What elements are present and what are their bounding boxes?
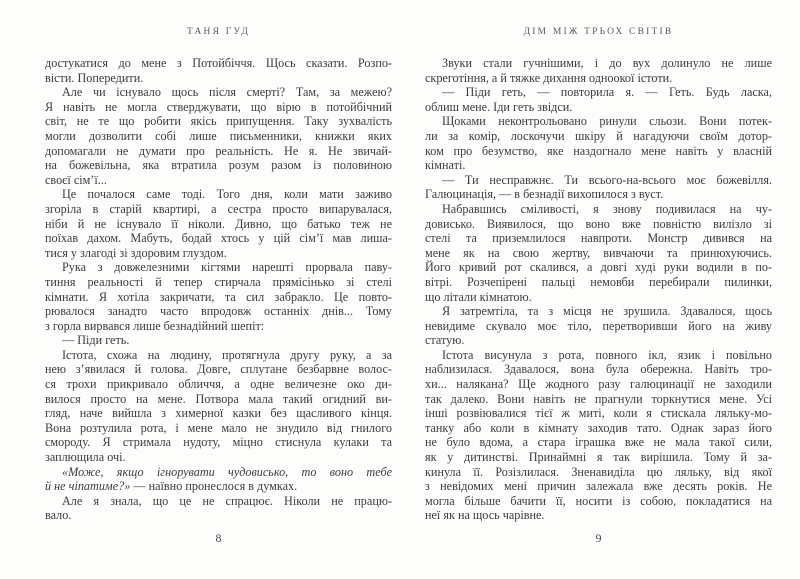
running-header-author: ТАНЯ ГУД [186,27,251,37]
text-line: не було вдома, а стара іграшка вже не мала такої сили, [425,435,772,450]
text-line: вало. [45,508,72,523]
text-line: неї як на щось чарівне. [425,508,545,523]
text-line: хи... налякана? Ще жодного разу галюцинації не заходили [425,377,772,392]
text-line: Звуки стали гучнішими, і до вух долинуло не лише [442,56,772,70]
text-line: Його кривий рот скалився, а довгі худі руки водили в по- [425,260,772,275]
text-line: заплющила очі. [45,450,126,465]
text-line: так далеко. Вони навіть не прагнули торкнутися мене. Усі [425,391,772,406]
text-line: облиш мене. Іди геть звідси. [425,99,573,114]
text-line: невидиме скувало моє тіло, перетворивши його на живу [425,318,772,333]
text-line: згоріла в старій квартирі, а сестра просто випарувалася, [45,201,392,216]
text-line: — Ти несправжнє. Ти всього-на-всього моє божевілля. [442,172,772,187]
text-line: Але чи існувало щось після смерті? Там, за межею? [62,85,392,100]
text-line: Це почалося саме тоді. Того дня, коли мати заживо [62,187,392,202]
text-line: ніби й не існувало її ніколи. Дивно, що батько теж не [45,216,392,231]
text-line: танку або коли в кімнату заходив тато. Однак зараз його [425,420,772,435]
text-line: Але я знала, що це не спрацює. Ніколи не працю- [62,493,392,508]
text-line: — Піди геть. [62,333,130,348]
text-line: рювалося занадто часто впродовж останніх днів... Тому [45,304,392,319]
text-line: стелі та приземлилося навпроти. Монстр дивився на [425,231,772,246]
text-line: Істота, схожа на людину, протягнула другу руку, а за [62,347,392,362]
text-line: ли за комір, лоскочучи шкіру й нагадуючи своїм дотор- [425,128,772,143]
text-line: Рука з довжелезними кігтями нарешті прорвала паву- [62,260,392,275]
text-line: Вона розтулила рота, і мене мало не знудило від гнилого [45,420,392,435]
text-line: довисько. Виявилося, що воно вже повністю вилізло зі [425,216,772,231]
running-header-title: ДІМ МІЖ ТРЬОХ СВІТІВ [523,27,674,37]
text-line: тиння реальності й тепер стирчала прямісінько зі стелі [45,274,392,289]
text-line: допомагали не думати про реальність. Не я. Не звичай- [45,143,392,158]
text-line: нею з’явилася й голова. Довге, сплутане безбарвне волос- [45,362,392,377]
text-line: своєї сім’ї... [45,172,107,187]
text-line: з невідомих мені причин залежала вже десять років. Не [425,479,772,494]
text-line: кинула її. Розізлилася. Зненавиділа цю ляльку, від якої [425,464,772,479]
text-line: світ, не те що робити якісь припущення. Таку зухвалість [45,114,392,129]
text-line: могла більше бачити її, носити із собою, покладатися на [425,493,772,508]
text-line: вітрі. Розчепірені пальці немовби перебирали пилинки, [425,274,772,289]
text-line: вилося просто на мене. Потвора мала такий огидний ви- [45,391,392,406]
text-line: як у дитинстві. Принаймні я так вирішила. Тому й за- [425,450,772,465]
text-line: «Може, якщо ігнорувати чудовисько, то воно тебе [62,464,392,479]
text-line: ся трохи прикривало обличчя, а одне величезне око ди- [45,377,392,392]
text-line: вісти. Попередити. [45,70,144,85]
text-line: з горла вирвався лише безнадійний шепіт: [45,318,265,333]
text-line: й не чіпатиме?» — наївно пронеслося в думках. [45,479,298,494]
page-number-left: 8 [215,531,222,545]
text-line: скреготіння, а й тяжке дихання одноокої істоти. [425,70,673,85]
page-number-right: 9 [595,531,602,545]
text-line: Щоками неконтрольовано ринули сльози. Вони потек- [442,114,772,129]
text-line: кімнаті. [425,158,466,173]
text-line: Я затремтіла, та з місця не зрушила. Здавалося, щось [442,304,772,319]
text-line: інші розвіювалися тієї ж миті, коли я стискала ляльку-мо- [425,406,772,421]
text-line: що літали кімнатою. [425,289,532,304]
page-text-right [425,56,772,523]
book-page-right [400,0,800,579]
text-line: на божевільна, яка втратила розум разом із половиною [45,158,392,173]
text-line: могли дозволити собі лише письменники, книжки яких [45,128,392,143]
page-text-left [45,56,392,523]
text-line: кімнати. Я хотіла закричати, та сил забракло. Це повто- [45,289,392,304]
text-line: Набравшись сміливості, я знову подивилася на чу- [442,201,772,216]
text-line: — Піди геть, — повторила я. — Геть. Будь ласка, [442,85,772,100]
text-line: статую. [425,333,465,348]
text-line: достукатися до мене з Потойбіччя. Щось сказати. Розпо- [45,56,392,70]
text-line: гляд, наче вийшла з химерної казки без щасливого кінця. [45,406,392,421]
text-line: поїхав дахом. Мабуть, бодай хтось у цій сім’ї мав лиша- [45,231,392,246]
text-line: Я навіть не могла стверджувати, що вірю в потойбічний [45,99,392,114]
text-line: мене як на свою жертву, вивчаючи та принюхуючись. [425,245,772,260]
text-line: тися у злагоді зі здоровим глуздом. [45,245,227,260]
text-line: Галюцинація, — в безнадії вихопилося з вуст. [425,187,664,202]
text-line: смороду. Я стримала нудоту, міцно стиснула кулаки та [45,435,392,450]
text-line: наблизилася. Здавалося, вона була обережна. Навіть тро- [425,362,772,377]
text-line: Істота висунула з рота, повного ікл, язик і повільно [442,347,772,362]
text-line: ком про безумство, яке наздогнало мене навіть у власній [425,143,772,158]
